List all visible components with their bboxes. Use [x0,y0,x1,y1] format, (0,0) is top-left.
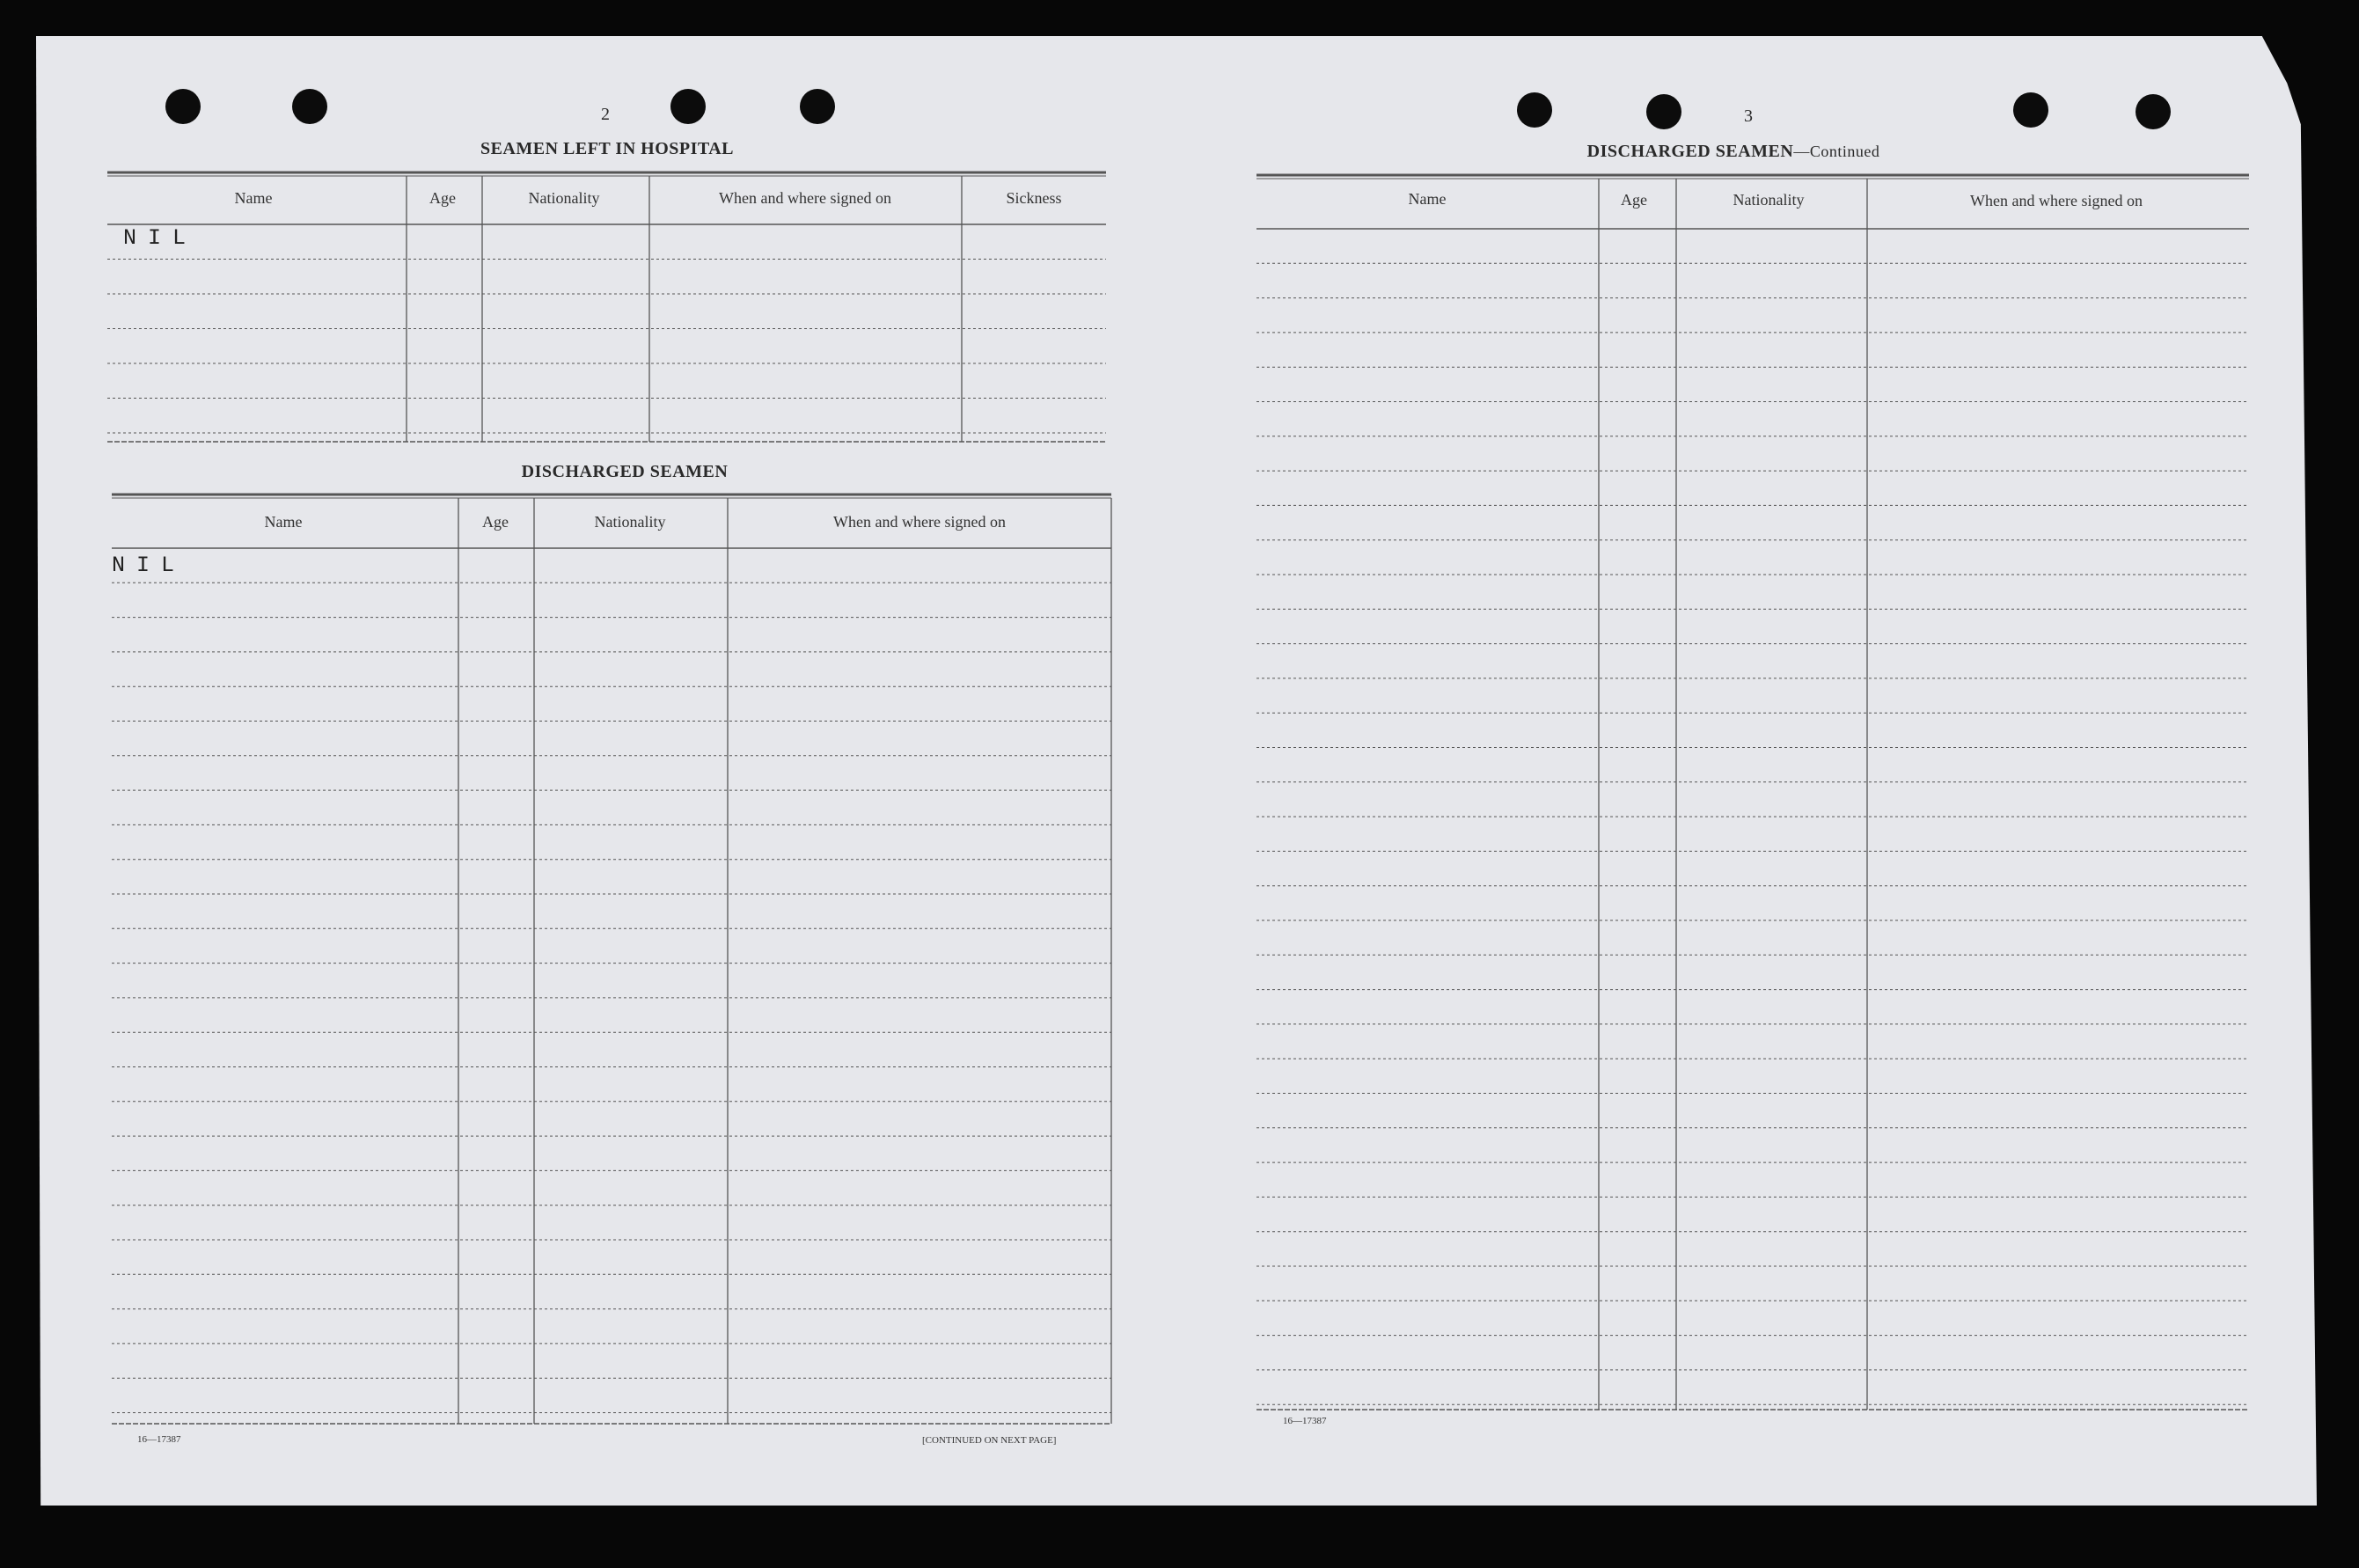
continued-header-signed-on: When and where signed on [1970,192,2143,209]
discharged-section-title: DISCHARGED SEAMEN [521,462,729,481]
discharged-header-nationality: Nationality [594,513,666,531]
continued-header-nationality: Nationality [1733,191,1805,209]
continued-header-name: Name [1408,190,1447,208]
page-number-right: 3 [1744,106,1753,126]
discharged-continued-title-main: DISCHARGED SEAMEN [1586,142,1794,161]
discharged-header-signed-on: When and where signed on [833,513,1006,531]
hospital-header-age: Age [429,189,456,207]
discharged-header-name: Name [264,513,303,531]
hospital-header-sickness: Sickness [1006,189,1062,207]
hospital-nil-entry: NIL [123,225,198,251]
form-number-left: 16—17387 [137,1434,181,1445]
discharged-header-age: Age [482,513,509,531]
hospital-section-title: SEAMEN LEFT IN HOSPITAL [480,139,735,158]
hospital-header-name: Name [234,189,273,207]
discharged-nil-entry: NIL [112,553,187,578]
continued-note: [CONTINUED ON NEXT PAGE] [922,1435,1057,1446]
hospital-header-nationality: Nationality [528,189,600,207]
continued-header-age: Age [1621,191,1647,209]
page-number-left: 2 [601,105,610,124]
form-number-right: 16—17387 [1283,1416,1327,1426]
hospital-header-signed-on: When and where signed on [719,189,891,207]
continued-suffix: —Continued [1793,143,1880,160]
